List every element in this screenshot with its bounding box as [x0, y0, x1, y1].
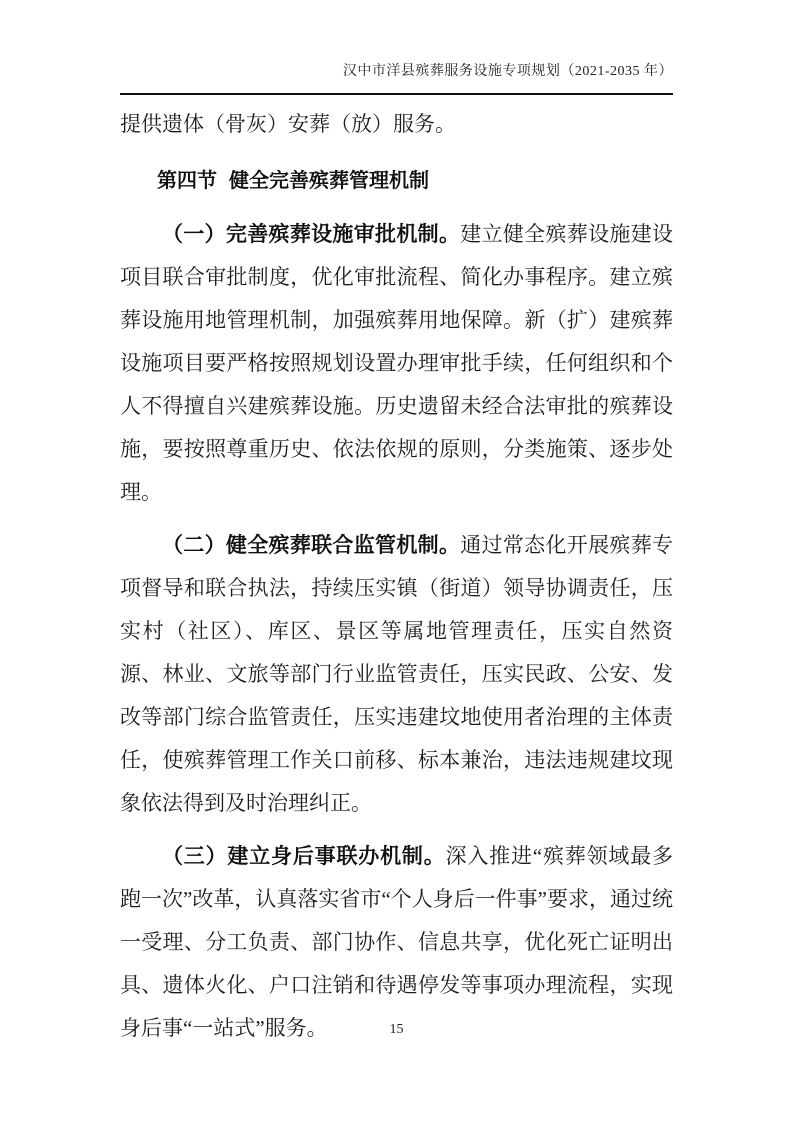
- header-title: 汉中市洋县殡葬服务设施专项规划（2021-2035 年）: [342, 64, 673, 79]
- intro-line: 提供遗体（骨灰）安葬（放）服务。: [120, 112, 456, 136]
- paragraph-1-text: 建立健全殡葬设施建设项目联合审批制度，优化审批流程、简化办事程序。建立殡葬设施用地管理机制，加强殡葬用地保障。新（扩）建殡葬设施项目要严格按照规划设置办理审批手续，任何组织和个人不得擅自兴建殡葬设施。历史遗留未经合法审批的殡葬设施，要按照尊重历史、依法依规的原则，分类施策、逐步处理。: [120, 222, 674, 504]
- paragraph-2-lead: （二）健全殡葬联合监管机制。: [162, 533, 461, 557]
- header-rule: [120, 93, 673, 95]
- section-title-text: 健全完善殡葬管理机制: [229, 170, 429, 192]
- paragraph-1: [120, 213, 673, 514]
- paragraph-2: [120, 524, 673, 825]
- page-number: 15: [389, 1022, 404, 1037]
- section-number: 第四节: [157, 170, 217, 192]
- paragraph-3-text: 深入推进“殡葬领域最多跑一次”改革，认真落实省市“个人身后一件事”要求，通过统一受理、分工负责、部门协作、信息共享，优化死亡证明出具、遗体火化、户口注销和待遇停发等事项办理流程，实现身后事“一站式”服务。: [120, 844, 674, 1040]
- section-title: [120, 160, 673, 203]
- paragraph-3: [120, 835, 673, 1050]
- paragraph-2-text: 通过常态化开展殡葬专项督导和联合执法，持续压实镇（街道）领导协调责任，压实村（社区）、库区、景区等属地管理责任，压实自然资源、林业、文旅等部门行业监管责任，压实民政、公安、发改等部门综合监管责任，压实违建坟地使用者治理的主体责任，使殡葬管理工作关口前移、标本兼治，违法违规建坟现象依法得到及时治理纠正。: [120, 533, 674, 815]
- document-content: [120, 103, 673, 1050]
- paragraph-3-lead: （三）建立身后事联办机制。: [162, 844, 446, 868]
- paragraph-1-lead: （一）完善殡葬设施审批机制。: [162, 222, 461, 246]
